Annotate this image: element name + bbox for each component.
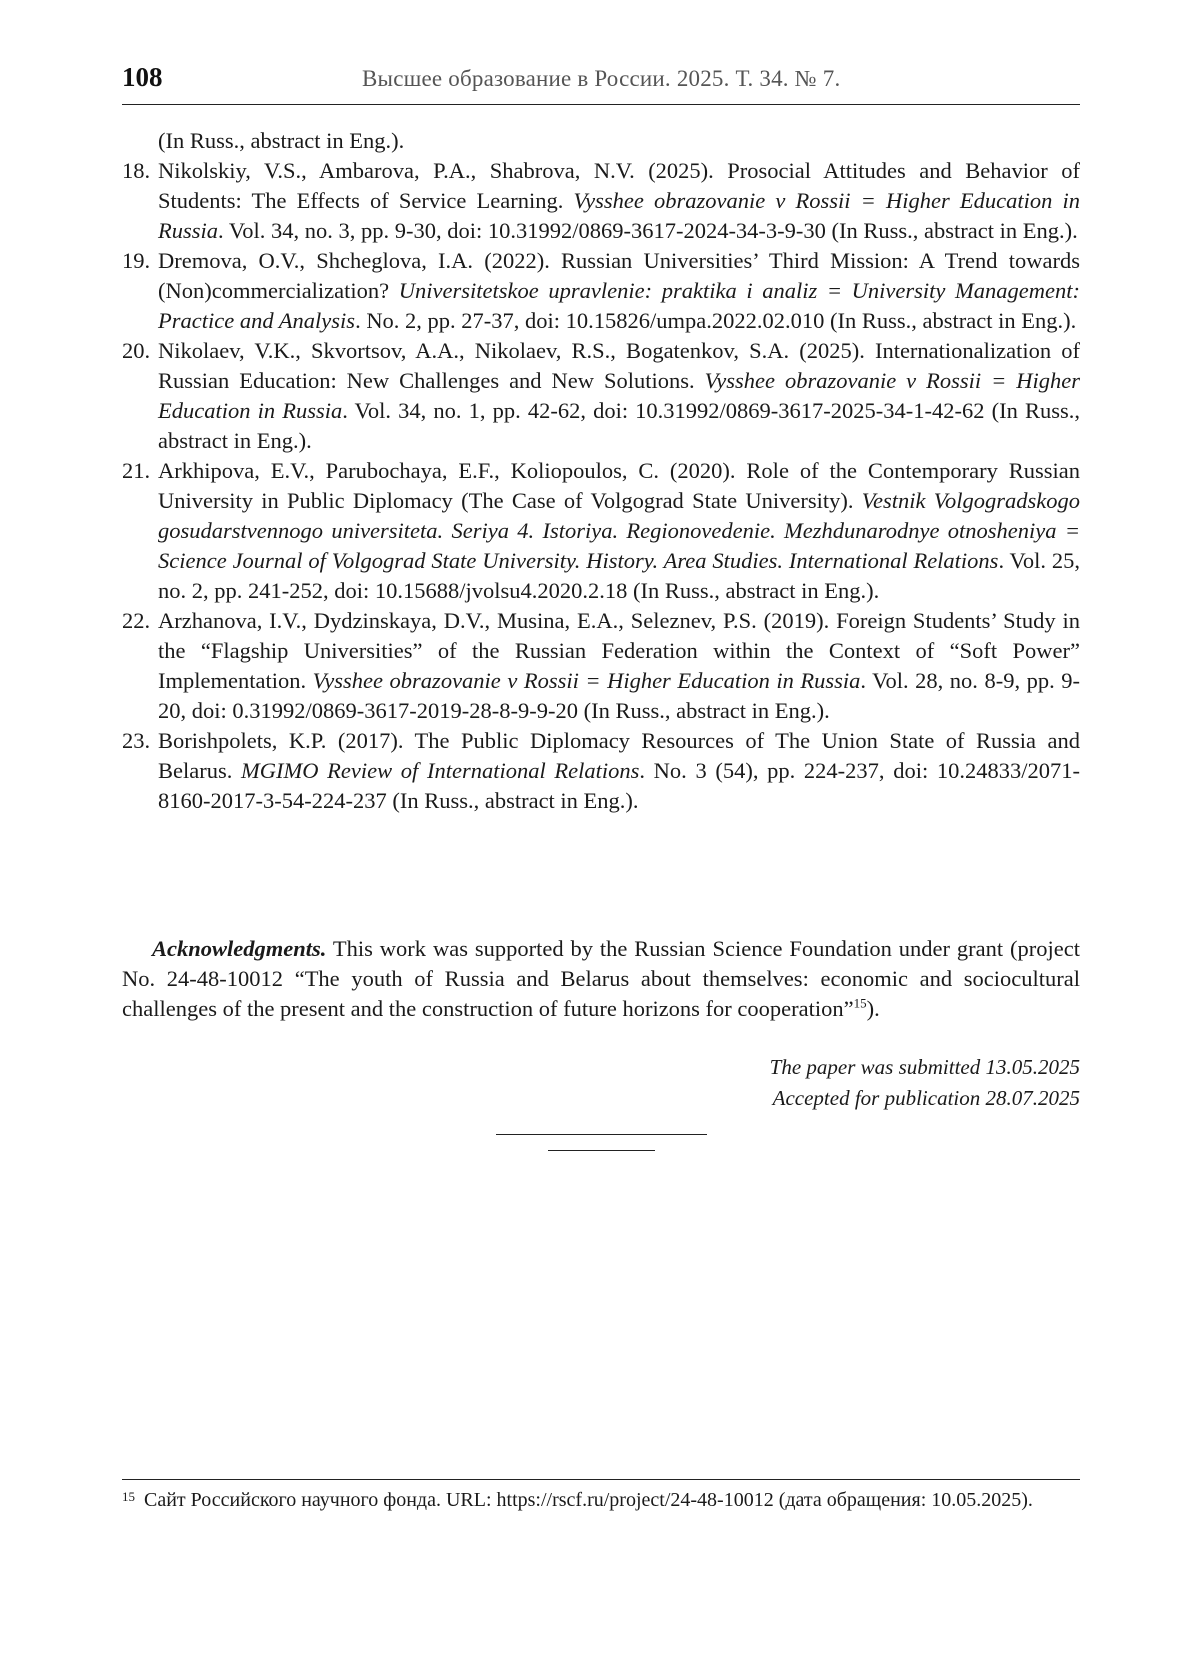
footnote-divider <box>122 1479 1080 1480</box>
footnote-text: Сайт Российского научного фонда. URL: https://rscf.ru/project/24-48-10012 (дата обращения: 10.05.2025). <box>144 1489 1033 1511</box>
running-header <box>122 60 1080 105</box>
reference-authors: Arzhanova, I.V., Dydzinskaya, D.V., Musina, E.A., Seleznev, P.S. (2019). Foreign Students’ Study in the “Flagship Universities” of the Russian Federation within the Context of “Soft Power” Implementation. <box>158 608 1080 693</box>
reference-20 <box>122 336 1080 456</box>
reference-authors: Dremova, O.V., Shcheglova, I.A. (2022). Russian Universities’ Third Mission: A Trend towards (Non)commercialization? <box>158 248 1080 303</box>
reference-details: . No. 3 (54), pp. 224-237, doi: 10.24833/2071-8160-2017-3-54-224-237 (In Russ., abstract in Eng.). <box>158 758 1081 813</box>
section-divider-long <box>496 1134 707 1135</box>
acknowledgments-text: This work was supported by the Russian Science Foundation under grant (project No. 24-48-10012 “The youth of Russia and Belarus about themselves: economic and sociocultural challenges of the present and the construction of future horizons for cooperation” <box>122 936 1080 1021</box>
reference-number: 20. <box>122 338 151 363</box>
footnote-reference[interactable]: 15 <box>853 995 867 1011</box>
reference-authors: Borishpolets, K.P. (2017). The Public Diplomacy Resources of The Union State of Russia and Belarus. <box>158 728 1080 783</box>
reference-details: . Vol. 34, no. 3, pp. 9-30, doi: 10.31992/0869-3617-2024-34-3-9-30 (In Russ., abstract in Eng.). <box>218 218 1078 243</box>
reference-number: 18. <box>122 158 151 183</box>
publication-dates <box>600 1052 1080 1114</box>
acknowledgments-label: Acknowledgments. <box>152 936 327 961</box>
reference-authors: Nikolaev, V.K., Skvortsov, A.A., Nikolaev, R.S., Bogatenkov, S.A. (2025). Internationalization of Russian Education: New Challenges and New Solutions. <box>158 338 1080 393</box>
page-number: 108 <box>122 62 163 92</box>
acknowledgments <box>122 934 1080 1024</box>
accepted-date: Accepted for publication 28.07.2025 <box>772 1086 1080 1110</box>
footnote <box>122 1486 1080 1514</box>
reference-number: 19. <box>122 248 151 273</box>
reference-continuation: (In Russ., abstract in Eng.). <box>158 128 405 153</box>
reference-details: . Vol. 25, no. 2, pp. 241-252, doi: 10.15688/jvolsu4.2020.2.18 (In Russ., abstract in Eng.). <box>158 548 1080 603</box>
reference-number: 21. <box>122 458 151 483</box>
reference-22 <box>122 606 1080 726</box>
reference-authors: Nikolskiy, V.S., Ambarova, P.A., Shabrova, N.V. (2025). Prosocial Attitudes and Behavior of Students: The Effects of Service Learning. <box>158 158 1080 213</box>
reference-21 <box>122 456 1080 606</box>
reference-details: . Vol. 34, no. 1, pp. 42-62, doi: 10.31992/0869-3617-2025-34-1-42-62 (In Russ., abstract in Eng.). <box>158 398 1080 453</box>
reference-19 <box>122 246 1080 336</box>
reference-source: Vestnik Volgogradskogo gosudarstvennogo universiteta. Seriya 4. Istoriya. Regionovedenie. Mezhdunarodnye otnosheniya = Science Journal of Volgograd State University. History. Area Studies. International Relations <box>158 488 1081 573</box>
reference-23 <box>122 726 1080 816</box>
reference-number: 23. <box>122 728 151 753</box>
reference-18 <box>122 156 1080 246</box>
reference-authors: Arkhipova, E.V., Parubochaya, E.F., Koliopoulos, C. (2020). Role of the Contemporary Russian University in Public Diplomacy (The Case of Volgograd State University). <box>158 458 1080 513</box>
reference-details: . No. 2, pp. 27-37, doi: 10.15826/umpa.2022.02.010 (In Russ., abstract in Eng.). <box>355 308 1077 333</box>
references-list <box>122 126 1080 816</box>
submitted-date: The paper was submitted 13.05.2025 <box>769 1055 1080 1079</box>
reference-source: Vysshee obrazovanie v Rossii = Higher Education in Russia <box>158 368 1080 423</box>
reference-details: . Vol. 28, no. 8-9, pp. 9-20, doi: 0.31992/0869-3617-2019-28-8-9-9-20 (In Russ., abstract in Eng.). <box>158 668 1080 723</box>
reference-source: Universitetskoe upravlenie: praktika i analiz = University Management: Practice and Analysis <box>158 278 1080 333</box>
reference-source: Vysshee obrazovanie v Rossii = Higher Education in Russia <box>158 188 1080 243</box>
reference-number: 22. <box>122 608 151 633</box>
reference-source: Vysshee obrazovanie v Rossii = Higher Education in Russia <box>312 668 861 693</box>
footnote-mark: 15 <box>122 1489 135 1504</box>
reference-source: MGIMO Review of International Relations <box>241 758 640 783</box>
acknowledgments-tail: ). <box>866 996 880 1021</box>
journal-title: Высшее образование в России. 2025. Т. 34. № 7. <box>362 66 841 91</box>
section-divider-short <box>548 1150 655 1151</box>
